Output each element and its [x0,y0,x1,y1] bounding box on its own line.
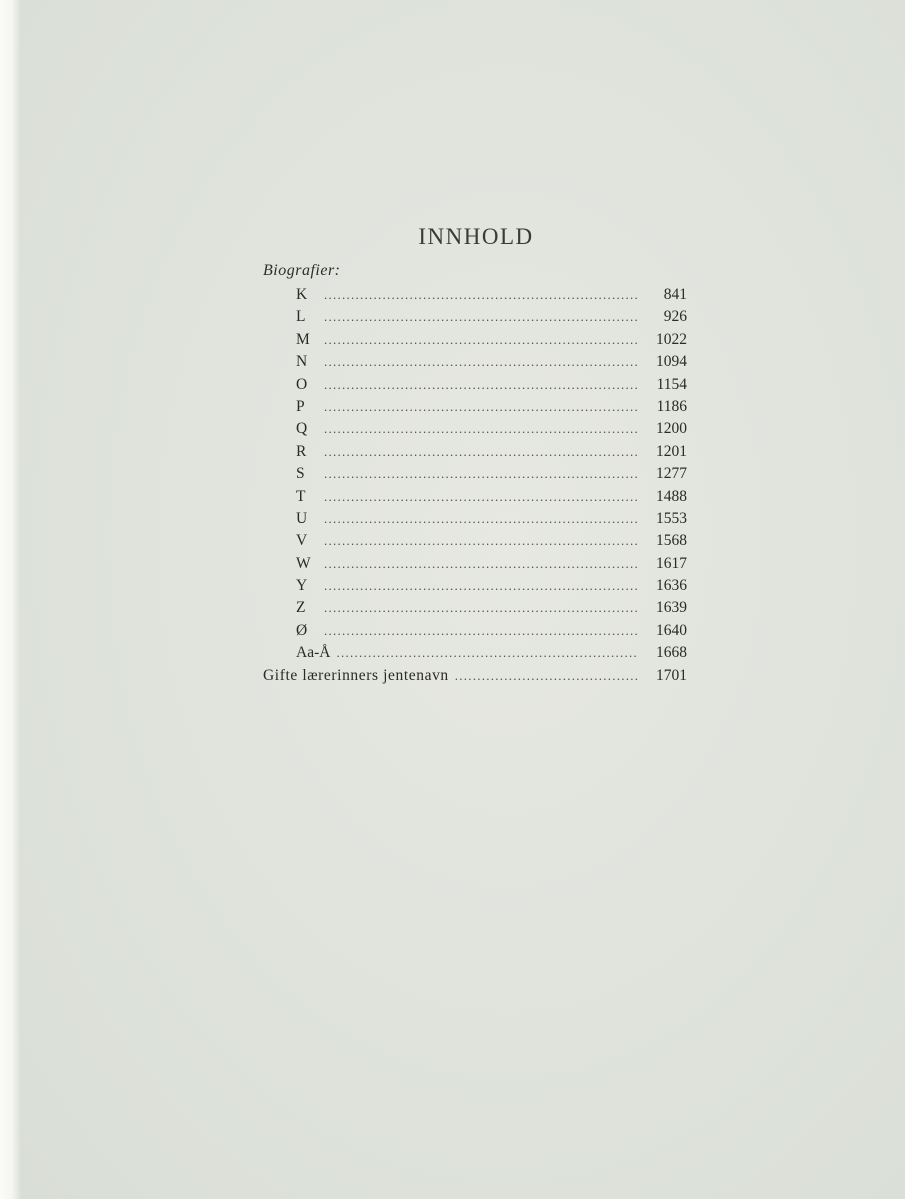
toc-entry [263,351,687,373]
toc-entry-label: S [296,465,305,483]
toc-entry [263,284,687,306]
toc-entry-label: W [296,554,311,572]
dot-leader [324,575,639,597]
dot-leader [324,374,639,396]
dot-leader [324,508,639,530]
toc-entry-page: 1668 [656,644,687,662]
toc-entry [263,530,687,552]
toc-entry [263,306,687,328]
dot-leader [324,306,639,328]
toc-entry-page: 1488 [656,487,687,505]
toc-entry-page: 1701 [656,666,687,684]
toc-entry [263,575,687,597]
toc-entry-page: 1636 [656,577,687,595]
toc-entry-page: 1568 [656,532,687,550]
toc-entry-label: M [296,330,310,348]
toc-entry-label: N [296,353,308,371]
toc-entry-label: Gifte lærerinners jentenavn [263,666,449,684]
toc-entry-page: 841 [663,286,687,303]
toc-entry-label: P [296,397,305,415]
toc-entry-page: 1022 [656,330,687,348]
dot-leader [324,486,639,508]
toc-entry-label: K [296,286,308,303]
toc-entry-final [263,665,687,687]
toc-entry [263,329,687,351]
dot-leader [324,396,639,418]
toc-entry-page: 1553 [656,509,687,527]
dot-leader [324,284,639,306]
toc-entry-page: 1154 [656,375,687,393]
section-label: Biografier: [263,262,341,279]
toc-entry-label: Aa-Å [296,644,331,662]
toc-entry-label: Q [296,420,308,438]
toc-entry-page: 1640 [656,621,687,639]
dot-leader [324,441,639,463]
toc-entry-label: Z [296,599,306,617]
dot-leader [324,620,639,642]
toc-entry [263,463,687,485]
toc-entry-label: U [296,509,308,527]
dot-leader [324,597,639,619]
toc-entry-label: Y [296,577,308,595]
toc-entry [263,553,687,575]
toc-entry [263,418,687,440]
toc-entry-label: V [296,532,308,550]
toc-entry-label: L [296,308,306,326]
toc-entry [263,642,687,664]
table-of-contents [263,284,687,687]
toc-entry-page: 1639 [656,599,687,617]
toc-entry-page: 1617 [656,554,687,572]
toc-entry [263,441,687,463]
toc-entry [263,486,687,508]
toc-entry-page: 1186 [656,397,687,415]
toc-entry-page: 1200 [656,420,687,438]
toc-entry [263,508,687,530]
toc-entry [263,620,687,642]
dot-leader [324,530,639,552]
dot-leader [324,553,639,575]
book-spine-edge [0,0,20,1199]
dot-leader [324,329,639,351]
dot-leader [324,418,639,440]
toc-entry-label: O [296,375,308,393]
dot-leader [455,665,639,687]
toc-entry [263,597,687,619]
toc-entry-page: 1094 [656,353,687,371]
toc-entry [263,374,687,396]
toc-entry-label: Ø [296,621,308,639]
dot-leader [324,463,639,485]
dot-leader [336,642,639,664]
page-title: INNHOLD [418,224,534,249]
toc-entry-label: R [296,442,307,460]
toc-entry [263,396,687,418]
toc-entry-page: 1201 [656,442,687,460]
dot-leader [324,351,639,373]
toc-entry-label: T [296,487,306,505]
toc-entry-page: 1277 [656,465,687,483]
toc-entry-page: 926 [663,308,687,326]
